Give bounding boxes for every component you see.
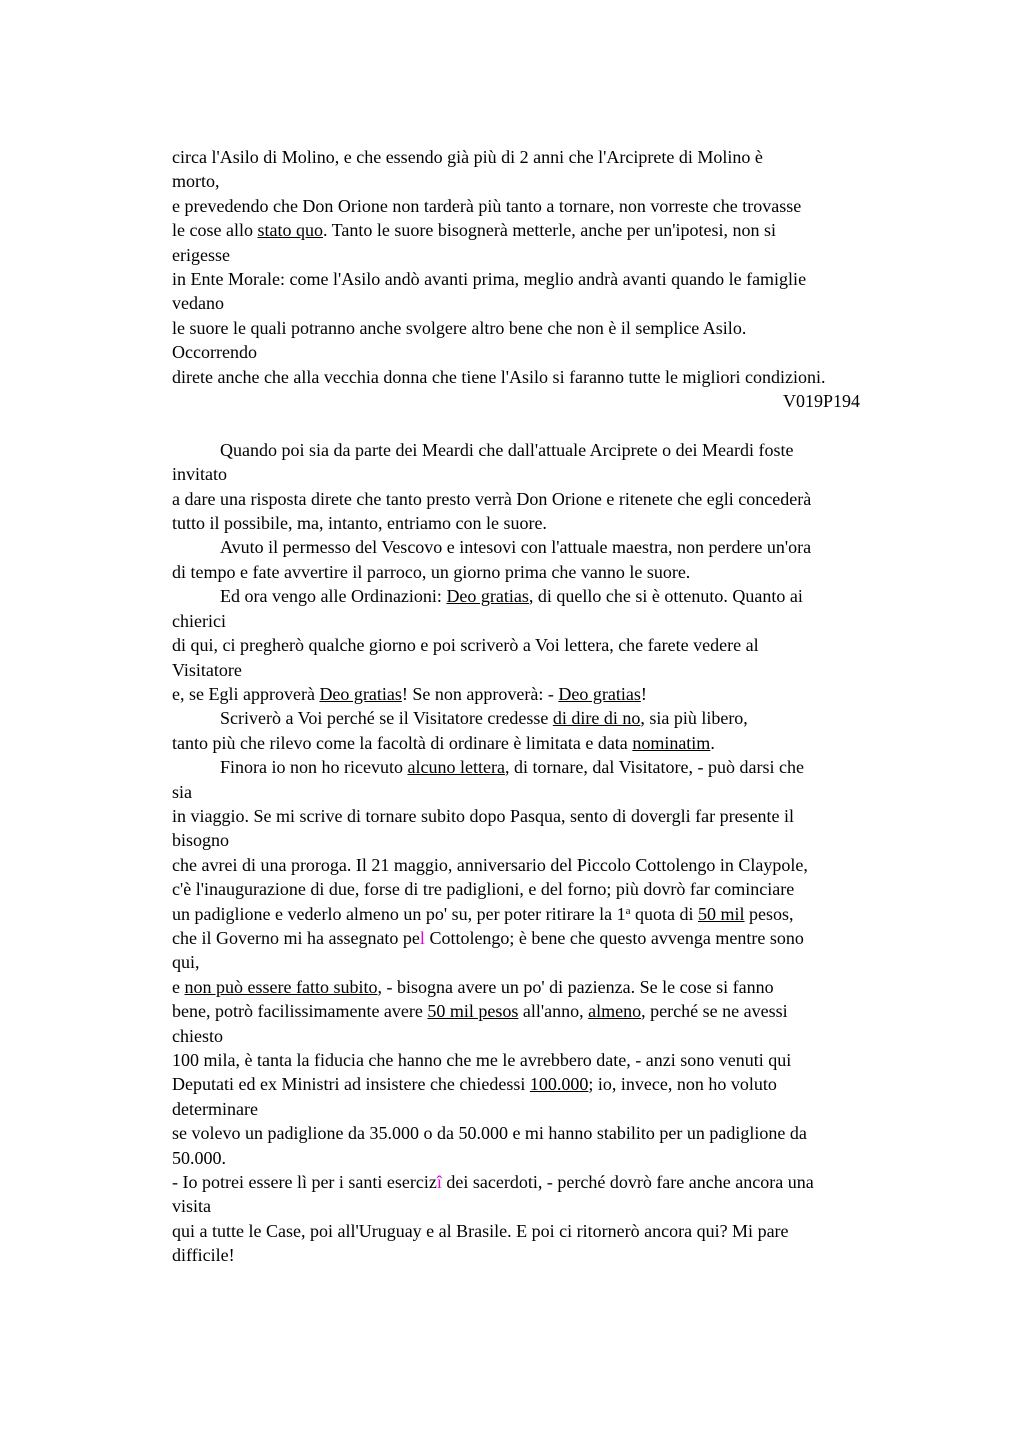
- text-segment: invitato: [172, 464, 227, 485]
- text-line: [172, 1243, 932, 1267]
- text-line: [172, 1072, 932, 1096]
- text-segment: se volevo un padiglione da 35.000 o da 50.000 e mi hanno stabilito per un padiglione da: [172, 1123, 807, 1144]
- text-line: [172, 291, 932, 315]
- text-segment: e: [172, 976, 185, 997]
- text-line: [172, 1170, 932, 1194]
- text-line: [172, 682, 932, 706]
- text-line: [172, 487, 932, 511]
- text-segment: Finora io non ho ricevuto: [220, 757, 408, 778]
- text-line: [172, 1024, 932, 1048]
- text-segment: bisogno: [172, 830, 230, 851]
- text-segment: pesos,: [744, 903, 794, 924]
- text-segment: c'è l'inaugurazione di due, forse di tre padiglioni, e del forno; più dovrò far cominciare: [172, 879, 795, 900]
- text-segment: Scriverò a Voi perché se il Visitatore credesse: [220, 708, 553, 729]
- text-segment: , di tornare, dal Visitatore, - può darsi che: [504, 757, 804, 778]
- underlined-text: non può essere fatto subito: [184, 976, 378, 997]
- highlighted-char: l: [419, 927, 425, 948]
- text-line: [172, 853, 932, 877]
- underlined-text: di dire di no: [552, 708, 641, 729]
- text-line: [172, 950, 932, 974]
- text-segment: le suore le quali potranno anche svolgere altro bene che non è il semplice Asilo.: [172, 317, 747, 338]
- text-line: [172, 902, 932, 926]
- text-segment: , sia più libero,: [640, 708, 748, 729]
- text-line: [172, 877, 932, 901]
- text-segment: visita: [172, 1196, 211, 1217]
- text-segment: qui,: [172, 952, 200, 973]
- text-segment: Visitatore: [172, 659, 242, 680]
- text-line: [172, 243, 932, 267]
- text-line: [172, 609, 932, 633]
- text-segment: bene, potrò facilissimamente avere: [172, 1001, 428, 1022]
- text-segment: all'anno,: [518, 1001, 589, 1022]
- underlined-text: stato quo: [257, 220, 323, 241]
- text-line: [172, 804, 932, 828]
- underlined-text: 50 mil pesos: [427, 1001, 519, 1022]
- underlined-text: Deo gratias: [446, 586, 529, 607]
- text-line: [172, 267, 932, 291]
- text-line: [172, 511, 932, 535]
- text-line: [172, 1194, 932, 1218]
- text-line: [172, 169, 932, 193]
- text-segment: - Io potrei essere lì per i santi eserciz: [172, 1172, 437, 1193]
- text-segment: erigesse: [172, 244, 230, 265]
- text-segment: vedano: [172, 293, 224, 314]
- text-segment: .: [710, 732, 715, 753]
- text-segment: !: [640, 683, 647, 704]
- text-segment: e prevedendo che Don Orione non tarderà più tanto a tornare, non vorreste che trovasse: [172, 195, 802, 216]
- text-line: [172, 145, 932, 169]
- text-line: [172, 1146, 932, 1170]
- text-segment: chiesto: [172, 1025, 223, 1046]
- text-line: [172, 535, 932, 559]
- text-segment: Quando poi sia da parte dei Meardi che dall'attuale Arciprete o dei Meardi foste: [220, 439, 794, 460]
- text-line: [172, 926, 932, 950]
- text-segment: le cose allo: [172, 220, 258, 241]
- highlighted-char: î: [436, 1172, 442, 1193]
- text-line: [172, 633, 932, 657]
- text-segment: determinare: [172, 1098, 258, 1119]
- text-segment: direte anche che alla vecchia donna che tiene l'Asilo si faranno tutte le migliori condizioni.: [172, 366, 826, 387]
- text-segment: morto,: [172, 171, 220, 192]
- text-segment: qui a tutte le Case, poi all'Uruguay e al Brasile. E poi ci ritornerò ancora qui? Mi pare: [172, 1220, 789, 1241]
- text-segment: a dare una risposta direte che tanto presto verrà Don Orione e ritenete che egli concederà: [172, 488, 812, 509]
- text-segment: sia: [172, 781, 192, 802]
- text-segment: di qui, ci pregherò qualche giorno e poi scriverò a Voi lettera, che farete vedere al: [172, 635, 759, 656]
- underlined-text: Deo gratias: [558, 683, 641, 704]
- text-segment: . Tanto le suore bisognerà metterle, anche per un'ipotesi, non si: [322, 220, 776, 241]
- text-segment: Deputati ed ex Ministri ad insistere che chiedessi: [172, 1074, 530, 1095]
- underlined-text: nominatim: [632, 732, 711, 753]
- text-line: [172, 218, 932, 242]
- text-segment: che avrei di una proroga. Il 21 maggio, anniversario del Piccolo Cottolengo in Claypole,: [172, 854, 808, 875]
- text-segment: dei sacerdoti, - perché dovrò fare anche ancora una: [441, 1172, 814, 1193]
- text-segment: circa l'Asilo di Molino, e che essendo già più di 2 anni che l'Arciprete di Molino è: [172, 147, 763, 167]
- text-segment: ; io, invece, non ho voluto: [588, 1074, 777, 1095]
- underlined-text: alcuno lettera: [407, 757, 505, 778]
- text-line: [172, 316, 932, 340]
- text-segment: Ed ora vengo alle Ordinazioni:: [220, 586, 447, 607]
- underlined-text: 50 mil: [698, 903, 745, 924]
- text-line: [172, 1219, 932, 1243]
- text-segment: che il Governo mi ha assegnato pe: [172, 927, 420, 948]
- text-line: [172, 365, 932, 389]
- text-segment: ! Se non approverà: -: [401, 683, 559, 704]
- text-segment: un padiglione e vederlo almeno un po' su, per poter ritirare la 1: [172, 903, 626, 924]
- text-segment: in viaggio. Se mi scrive di tornare subito dopo Pasqua, sento di dovergli far presente il: [172, 805, 795, 826]
- text-segment: Avuto il permesso del Vescovo e intesovi con l'attuale maestra, non perdere un'ora: [220, 537, 812, 558]
- text-line: [172, 755, 932, 779]
- text-segment: , di quello che si è ottenuto. Quanto ai: [528, 586, 803, 607]
- underlined-text: almeno: [588, 1001, 642, 1022]
- text-line: [172, 194, 932, 218]
- text-segment: , perché se ne avessi: [641, 1001, 788, 1022]
- text-line: [172, 1121, 932, 1145]
- text-line: [172, 560, 932, 584]
- text-line: [172, 340, 932, 364]
- text-line: [172, 731, 932, 755]
- text-line: [172, 438, 932, 462]
- text-line: [172, 462, 932, 486]
- text-segment: tutto il possibile, ma, intanto, entriamo con le suore.: [172, 513, 547, 534]
- text-segment: di tempo e fate avvertire il parroco, un giorno prima che vanno le suore.: [172, 561, 691, 582]
- text-segment: V019P194: [782, 391, 860, 412]
- letter-page: [172, 145, 932, 1268]
- text-line: [172, 706, 932, 730]
- text-segment: , - bisogna avere un po' di pazienza. Se le cose si fanno: [377, 976, 774, 997]
- text-segment: difficile!: [172, 1245, 235, 1266]
- paragraph-gap: [172, 413, 932, 437]
- text-line: [172, 658, 932, 682]
- text-line: [172, 1097, 932, 1121]
- text-line: [172, 584, 932, 608]
- text-line: [172, 999, 932, 1023]
- text-segment: e, se Egli approverà: [172, 683, 320, 704]
- underlined-text: Deo gratias: [319, 683, 402, 704]
- superscript: a: [625, 904, 631, 917]
- text-segment: Occorrendo: [172, 342, 257, 363]
- text-segment: tanto più che rilevo come la facoltà di ordinare è limitata e data: [172, 732, 633, 753]
- text-segment: in Ente Morale: come l'Asilo andò avanti prima, meglio andrà avanti quando le famiglie: [172, 269, 807, 290]
- text-line: [172, 780, 932, 804]
- text-segment: 50.000.: [172, 1147, 226, 1168]
- text-segment: chierici: [172, 610, 226, 631]
- text-line: [172, 828, 932, 852]
- text-segment: Cottolengo; è bene che questo avvenga mentre sono: [424, 927, 804, 948]
- text-line: [172, 975, 932, 999]
- text-segment: 100 mila, è tanta la fiducia che hanno che me le avrebbero date, - anzi sono venuti qui: [172, 1050, 792, 1071]
- underlined-text: 100.000: [529, 1074, 589, 1095]
- text-segment: quota di: [630, 903, 698, 924]
- text-line: [172, 1048, 932, 1072]
- page-reference: [172, 389, 932, 413]
